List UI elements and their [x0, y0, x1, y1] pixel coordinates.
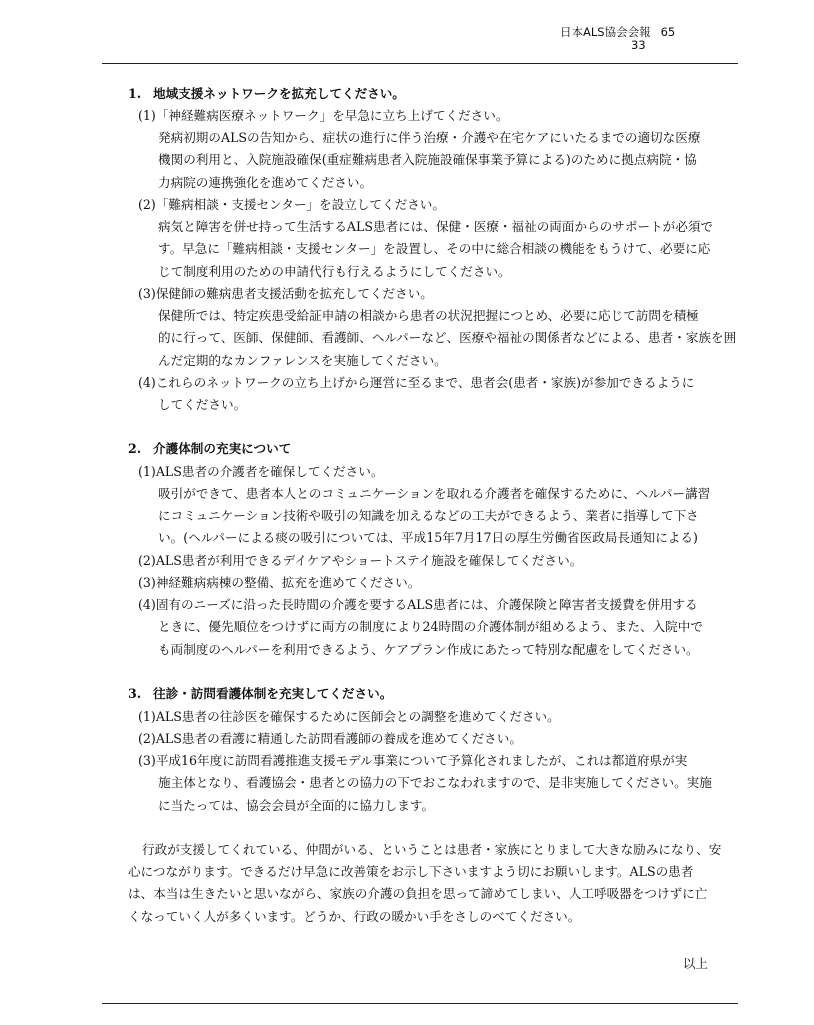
section-1-title: [128, 83, 405, 102]
body-line: 的に行って、医師、保健師、看護師、ヘルパーなど、医療や福祉の関係者などによる、患者・家族を囲: [158, 330, 737, 345]
header-journal-line: [560, 26, 740, 39]
section-3-title: [128, 683, 392, 702]
end-mark: 以上: [682, 956, 708, 971]
section-3-item-3: (3)平成16年度に訪問看護推進支援モデル事業について予算化されましたが、これは都道府県が実: [138, 753, 688, 768]
header-rule: [102, 63, 738, 64]
section-number: 3.: [128, 686, 142, 701]
section-1-item-3: (3)保健師の難病患者支援活動を拡充してください。: [138, 286, 433, 301]
section-2-item-3: (3)神経難病病棟の整備、拡充を進めてください。: [138, 575, 421, 590]
body-line: 機関の利用と、入院施設確保(重症難病患者入院施設確保事業予算による)のために拠点病院・協: [158, 152, 697, 167]
closing-line-2: 心につながります。できるだけ早急に改善策をお示し下さいますよう切にお願いします。ALSの患者: [128, 864, 694, 879]
body-line: 吸引ができて、患者本人とのコミュニケーションを取れる介護者を確保するために、ヘルパー講習: [158, 486, 711, 501]
section-1-item-4: (4)これらのネットワークの立ち上げから運営に至るまで、患者会(患者・家族)が参加できるように: [138, 375, 695, 390]
section-2-title: [128, 438, 291, 457]
closing-line-1: 行政が支援してくれている、仲間がいる、ということは患者・家族にとりまして大きな励みになり、安: [142, 842, 722, 857]
section-heading: 往診・訪問看護体制を充実してください。: [153, 686, 393, 701]
body-line: してください。: [158, 397, 247, 412]
section-2-item-1: (1)ALS患者の介護者を確保してください。: [138, 464, 384, 479]
body-line: 発病初期のALSの告知から、症状の進行に伴う治療・介護や在宅ケアにいたるまでの適切な医療: [158, 130, 701, 145]
body-line: す。早急に「難病相談・支援センター」を設置し、その中に総合相談の機能をもうけて、必要に応: [158, 241, 711, 256]
section-3-item-1: (1)ALS患者の往診医を確保するために医師会との調整を進めてください。: [138, 709, 560, 724]
body-line: ときに、優先順位をつけずに両方の制度により24時間の介護体制が組めるよう、また、入院中で: [158, 619, 703, 634]
issue-number: 65: [660, 25, 676, 39]
body-line: じて制度利用のための申請代行も行えるようにしてください。: [158, 264, 511, 279]
section-heading: 介護体制の充実について: [153, 441, 292, 456]
body-line: にコミュニケーション技術や吸引の知識を加えるなどの工夫ができるよう、業者に指導して下さ: [158, 508, 699, 523]
body-line: 保健所では、特定疾患受給証申請の相談から患者の状況把握につとめ、必要に応じて訪問を積極: [158, 308, 699, 323]
section-1-item-1: (1)「神経難病医療ネットワーク」を早急に立ち上げてください。: [138, 108, 509, 123]
closing-line-4: くなっていく人が多くいます。どうか、行政の暖かい手をさしのべてください。: [128, 909, 581, 924]
body-line: 病気と障害を併せ持って生活するALS患者には、保健・医療・福祉の両面からのサポートが必須で: [158, 219, 714, 234]
body-line: に当たっては、協会会員が全面的に協力します。: [158, 798, 435, 813]
body-line: んだ定期的なカンファレンスを実施してください。: [158, 353, 447, 368]
section-2-item-2: (2)ALS患者が利用できるデイケアやショートステイ施設を確保してください。: [138, 553, 583, 568]
body-line: も両制度のヘルパーを利用できるよう、ケアプラン作成にあたって特別な配慮をしてください。: [158, 642, 699, 657]
section-2-item-4: (4)固有のニーズに沿った長時間の介護を要するALS患者には、介護保険と障害者支援費を併用する: [138, 597, 698, 612]
journal-title: 日本ALS協会会報: [560, 25, 651, 39]
body-line: 施主体となり、看護協会・患者との協力の下でおこなわれますので、是非実施してください。実施: [158, 775, 712, 790]
section-number: 1.: [128, 86, 142, 101]
footer-rule: [102, 1003, 738, 1004]
page-header: [560, 26, 740, 52]
section-heading: 地域支援ネットワークを拡充してください。: [153, 86, 405, 101]
body-line: い。(ヘルパーによる痰の吸引については、平成15年7月17日の厚生労働省医政局長通知による): [158, 530, 698, 545]
section-3-item-2: (2)ALS患者の看護に精通した訪問看護師の養成を進めてください。: [138, 731, 522, 746]
closing-line-3: は、本当は生きたいと思いながら、家族の介護の負担を思って諦めてしまい、人工呼吸器をつけずに亡: [128, 886, 708, 901]
section-number: 2.: [128, 441, 142, 456]
body-line: 力病院の連携強化を進めてください。: [158, 175, 373, 190]
section-1-item-2: (2)「難病相談・支援センター」を設立してください。: [138, 197, 445, 212]
page-number: 33: [631, 38, 646, 52]
